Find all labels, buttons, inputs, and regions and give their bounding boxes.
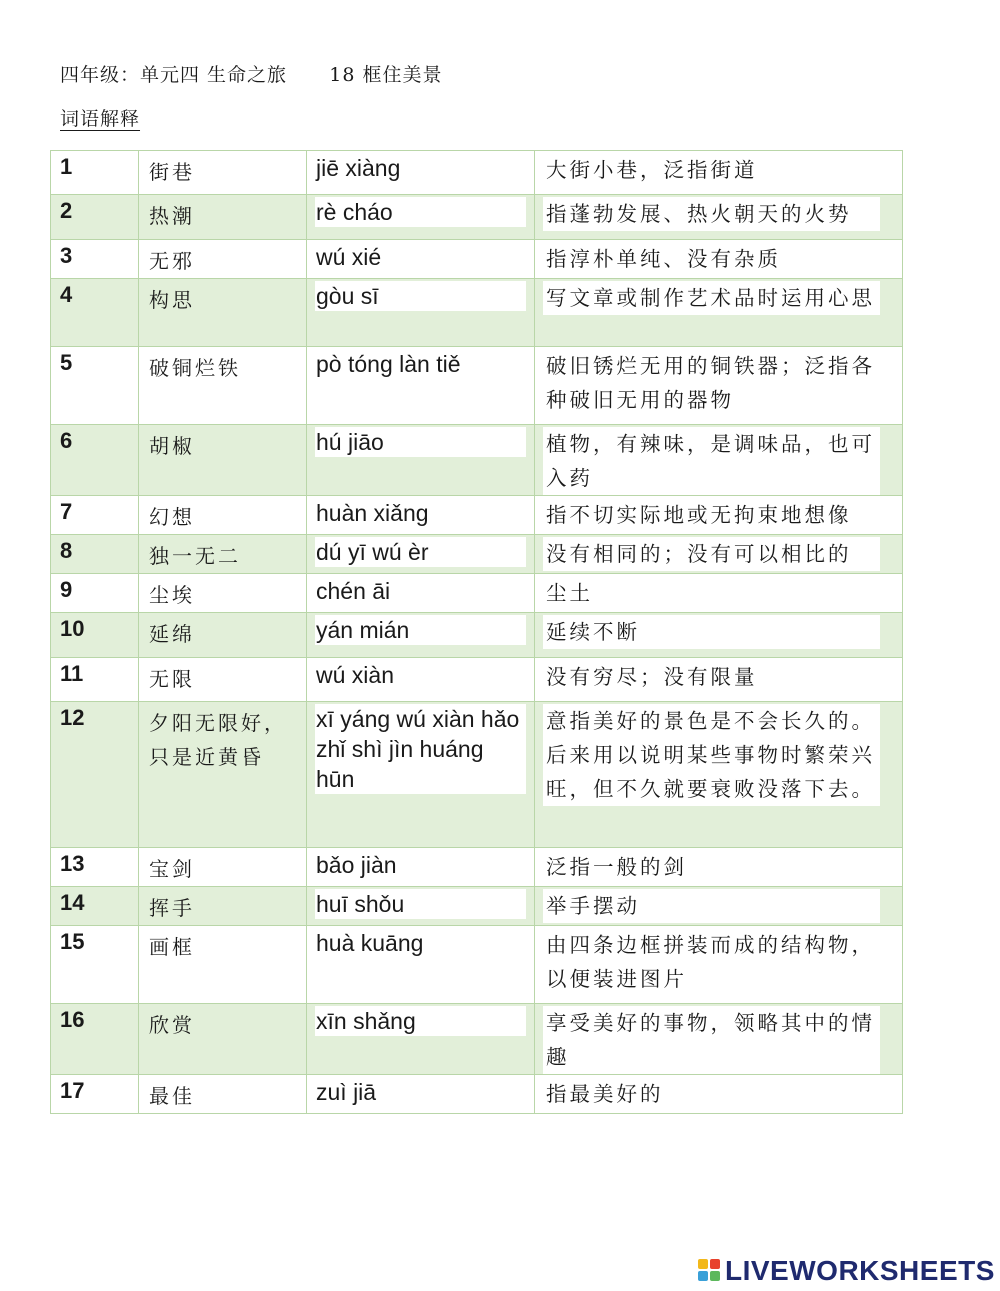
word-meaning-cell <box>535 347 903 425</box>
vocabulary-word-cell <box>139 1075 307 1114</box>
row-number-cell <box>51 535 139 574</box>
liveworksheets-logo <box>698 1256 995 1286</box>
vocabulary-row <box>51 887 903 926</box>
row-number-cell <box>51 848 139 887</box>
row-number-cell <box>51 496 139 535</box>
row-number-cell <box>51 574 139 613</box>
row-number-cell <box>51 1075 139 1114</box>
pinyin-text-cell <box>307 279 535 347</box>
vocabulary-word: 夕阳无限好，只是近黄昏 <box>149 711 287 769</box>
vocabulary-word: 无限 <box>149 667 195 691</box>
vocabulary-word: 挥手 <box>149 896 195 920</box>
vocabulary-word-cell <box>139 926 307 1004</box>
word-meaning: 尘土 <box>546 581 593 605</box>
vocabulary-word-cell <box>139 658 307 702</box>
word-meaning: 泛指一般的剑 <box>546 855 687 879</box>
row-number-cell <box>51 279 139 347</box>
vocabulary-row <box>51 195 903 240</box>
row-number: 10 <box>60 616 85 641</box>
row-number-cell <box>51 613 139 658</box>
pinyin-text: xīn shǎng <box>315 1006 526 1036</box>
vocabulary-word: 画框 <box>149 935 195 959</box>
vocabulary-word: 最佳 <box>149 1084 195 1108</box>
pinyin-text: dú yī wú èr <box>315 537 526 567</box>
pinyin-text: gòu sī <box>315 281 526 311</box>
row-number: 12 <box>60 705 85 730</box>
vocabulary-word-cell <box>139 1004 307 1075</box>
vocabulary-row <box>51 658 903 702</box>
word-meaning: 指不切实际地或无拘束地想像 <box>546 503 852 527</box>
vocabulary-word-cell <box>139 887 307 926</box>
row-number: 14 <box>60 890 85 915</box>
vocabulary-word-cell <box>139 151 307 195</box>
row-number-cell <box>51 195 139 240</box>
word-meaning: 享受美好的事物，领略其中的情趣 <box>543 1006 880 1074</box>
pinyin-text-cell <box>307 151 535 195</box>
logo-text: LIVEWORKSHEETS <box>725 1255 995 1286</box>
vocabulary-row <box>51 574 903 613</box>
pinyin-text: hú jiāo <box>315 427 526 457</box>
worksheet-header <box>60 60 443 87</box>
word-meaning: 由四条边框拼装而成的结构物，以便装进图片 <box>546 933 875 991</box>
vocabulary-row <box>51 926 903 1004</box>
vocabulary-row <box>51 279 903 347</box>
vocabulary-word-cell <box>139 425 307 496</box>
vocabulary-row <box>51 347 903 425</box>
pinyin-text-cell <box>307 848 535 887</box>
vocabulary-word-cell <box>139 240 307 279</box>
vocabulary-word-cell <box>139 279 307 347</box>
row-number: 17 <box>60 1078 85 1103</box>
word-meaning: 延续不断 <box>543 615 880 649</box>
vocabulary-row <box>51 535 903 574</box>
word-meaning-cell <box>535 195 903 240</box>
row-number: 4 <box>60 282 73 307</box>
word-meaning: 指淳朴单纯、没有杂质 <box>546 247 781 271</box>
pinyin-text: xī yáng wú xiàn hǎo zhǐ shì jìn huáng hūn <box>315 704 526 794</box>
word-meaning: 没有穷尽；没有限量 <box>546 665 758 689</box>
vocabulary-word-cell <box>139 702 307 848</box>
row-number: 6 <box>60 428 73 453</box>
pinyin-text: huàn xiǎng <box>316 500 429 526</box>
word-meaning: 破旧锈烂无用的铜铁器；泛指各种破旧无用的器物 <box>546 354 875 412</box>
pinyin-text-cell <box>307 702 535 848</box>
pinyin-text-cell <box>307 887 535 926</box>
row-number: 13 <box>60 851 85 876</box>
word-meaning-cell <box>535 887 903 926</box>
row-number-cell <box>51 151 139 195</box>
pinyin-text-cell <box>307 926 535 1004</box>
vocabulary-table <box>50 150 903 1114</box>
vocabulary-word: 宝剑 <box>149 857 195 881</box>
vocabulary-word: 热潮 <box>149 204 195 228</box>
word-meaning-cell <box>535 574 903 613</box>
row-number: 9 <box>60 577 73 602</box>
vocabulary-word: 幻想 <box>149 505 195 529</box>
row-number: 15 <box>60 929 85 954</box>
vocabulary-word: 街巷 <box>149 160 195 184</box>
vocabulary-word-cell <box>139 574 307 613</box>
pinyin-text-cell <box>307 535 535 574</box>
word-meaning-cell <box>535 151 903 195</box>
vocabulary-row <box>51 1075 903 1114</box>
row-number-cell <box>51 887 139 926</box>
row-number: 7 <box>60 499 73 524</box>
vocabulary-word-cell <box>139 347 307 425</box>
pinyin-text-cell <box>307 1004 535 1075</box>
pinyin-text-cell <box>307 425 535 496</box>
vocabulary-row <box>51 613 903 658</box>
word-meaning: 没有相同的；没有可以相比的 <box>543 537 880 571</box>
word-meaning-cell <box>535 1004 903 1075</box>
row-number: 16 <box>60 1007 85 1032</box>
section-title: 词语解释 <box>60 108 141 130</box>
vocabulary-word: 破铜烂铁 <box>149 356 241 380</box>
pinyin-text-cell <box>307 240 535 279</box>
word-meaning: 指最美好的 <box>546 1082 664 1106</box>
vocabulary-word: 无邪 <box>149 249 195 273</box>
logo-blocks-icon <box>698 1259 722 1283</box>
word-meaning-cell <box>535 496 903 535</box>
row-number-cell <box>51 347 139 425</box>
word-meaning: 植物，有辣味，是调味品，也可入药 <box>543 427 880 495</box>
row-number: 11 <box>60 661 84 686</box>
pinyin-text: zuì jiā <box>316 1079 377 1105</box>
word-meaning-cell <box>535 279 903 347</box>
vocabulary-word: 构思 <box>149 288 195 312</box>
vocabulary-table-body <box>51 151 903 1114</box>
word-meaning: 大街小巷，泛指街道 <box>546 158 758 182</box>
pinyin-text-cell <box>307 347 535 425</box>
vocabulary-word: 尘埃 <box>149 583 195 607</box>
pinyin-text-cell <box>307 496 535 535</box>
pinyin-text: bǎo jiàn <box>316 852 397 878</box>
row-number: 3 <box>60 243 73 268</box>
word-meaning: 指蓬勃发展、热火朝天的火势 <box>543 197 880 231</box>
pinyin-text: rè cháo <box>315 197 526 227</box>
lesson-title: 18 框住美景 <box>329 64 443 86</box>
word-meaning-cell <box>535 702 903 848</box>
vocabulary-word: 延绵 <box>149 622 195 646</box>
pinyin-text: jiē xiàng <box>316 155 401 181</box>
row-number-cell <box>51 1004 139 1075</box>
pinyin-text: pò tóng làn tiě <box>316 351 461 377</box>
row-number-cell <box>51 926 139 1004</box>
vocabulary-row <box>51 702 903 848</box>
word-meaning-cell <box>535 613 903 658</box>
pinyin-text: wú xiàn <box>316 662 394 688</box>
vocabulary-word-cell <box>139 195 307 240</box>
word-meaning-cell <box>535 535 903 574</box>
pinyin-text-cell <box>307 1075 535 1114</box>
vocabulary-row <box>51 1004 903 1075</box>
word-meaning: 写文章或制作艺术品时运用心思 <box>543 281 880 315</box>
row-number-cell <box>51 240 139 279</box>
vocabulary-word: 胡椒 <box>149 434 195 458</box>
row-number-cell <box>51 702 139 848</box>
vocabulary-word: 欣赏 <box>149 1013 195 1037</box>
vocabulary-word-cell <box>139 613 307 658</box>
word-meaning-cell <box>535 658 903 702</box>
vocabulary-word-cell <box>139 496 307 535</box>
grade-unit-text: 四年级：单元四 生命之旅 <box>60 64 288 86</box>
row-number-cell <box>51 425 139 496</box>
word-meaning: 意指美好的景色是不会长久的。后来用以说明某些事物时繁荣兴旺，但不久就要衰败没落下去。 <box>543 704 880 806</box>
pinyin-text-cell <box>307 574 535 613</box>
vocabulary-row <box>51 496 903 535</box>
pinyin-text: huī shǒu <box>315 889 526 919</box>
word-meaning-cell <box>535 1075 903 1114</box>
pinyin-text-cell <box>307 613 535 658</box>
row-number: 2 <box>60 198 73 223</box>
pinyin-text-cell <box>307 658 535 702</box>
word-meaning-cell <box>535 425 903 496</box>
word-meaning: 举手摆动 <box>543 889 880 923</box>
word-meaning-cell <box>535 926 903 1004</box>
vocabulary-row <box>51 848 903 887</box>
word-meaning-cell <box>535 848 903 887</box>
vocabulary-word: 独一无二 <box>149 544 241 568</box>
row-number: 8 <box>60 538 73 563</box>
vocabulary-row <box>51 425 903 496</box>
pinyin-text-cell <box>307 195 535 240</box>
pinyin-text: huà kuāng <box>316 930 424 956</box>
word-meaning-cell <box>535 240 903 279</box>
pinyin-text: yán mián <box>315 615 526 645</box>
vocabulary-row <box>51 240 903 279</box>
row-number: 5 <box>60 350 73 375</box>
pinyin-text: wú xié <box>316 244 382 270</box>
vocabulary-row <box>51 151 903 195</box>
row-number: 1 <box>60 154 73 179</box>
vocabulary-word-cell <box>139 535 307 574</box>
vocabulary-word-cell <box>139 848 307 887</box>
row-number-cell <box>51 658 139 702</box>
pinyin-text: chén āi <box>316 578 391 604</box>
